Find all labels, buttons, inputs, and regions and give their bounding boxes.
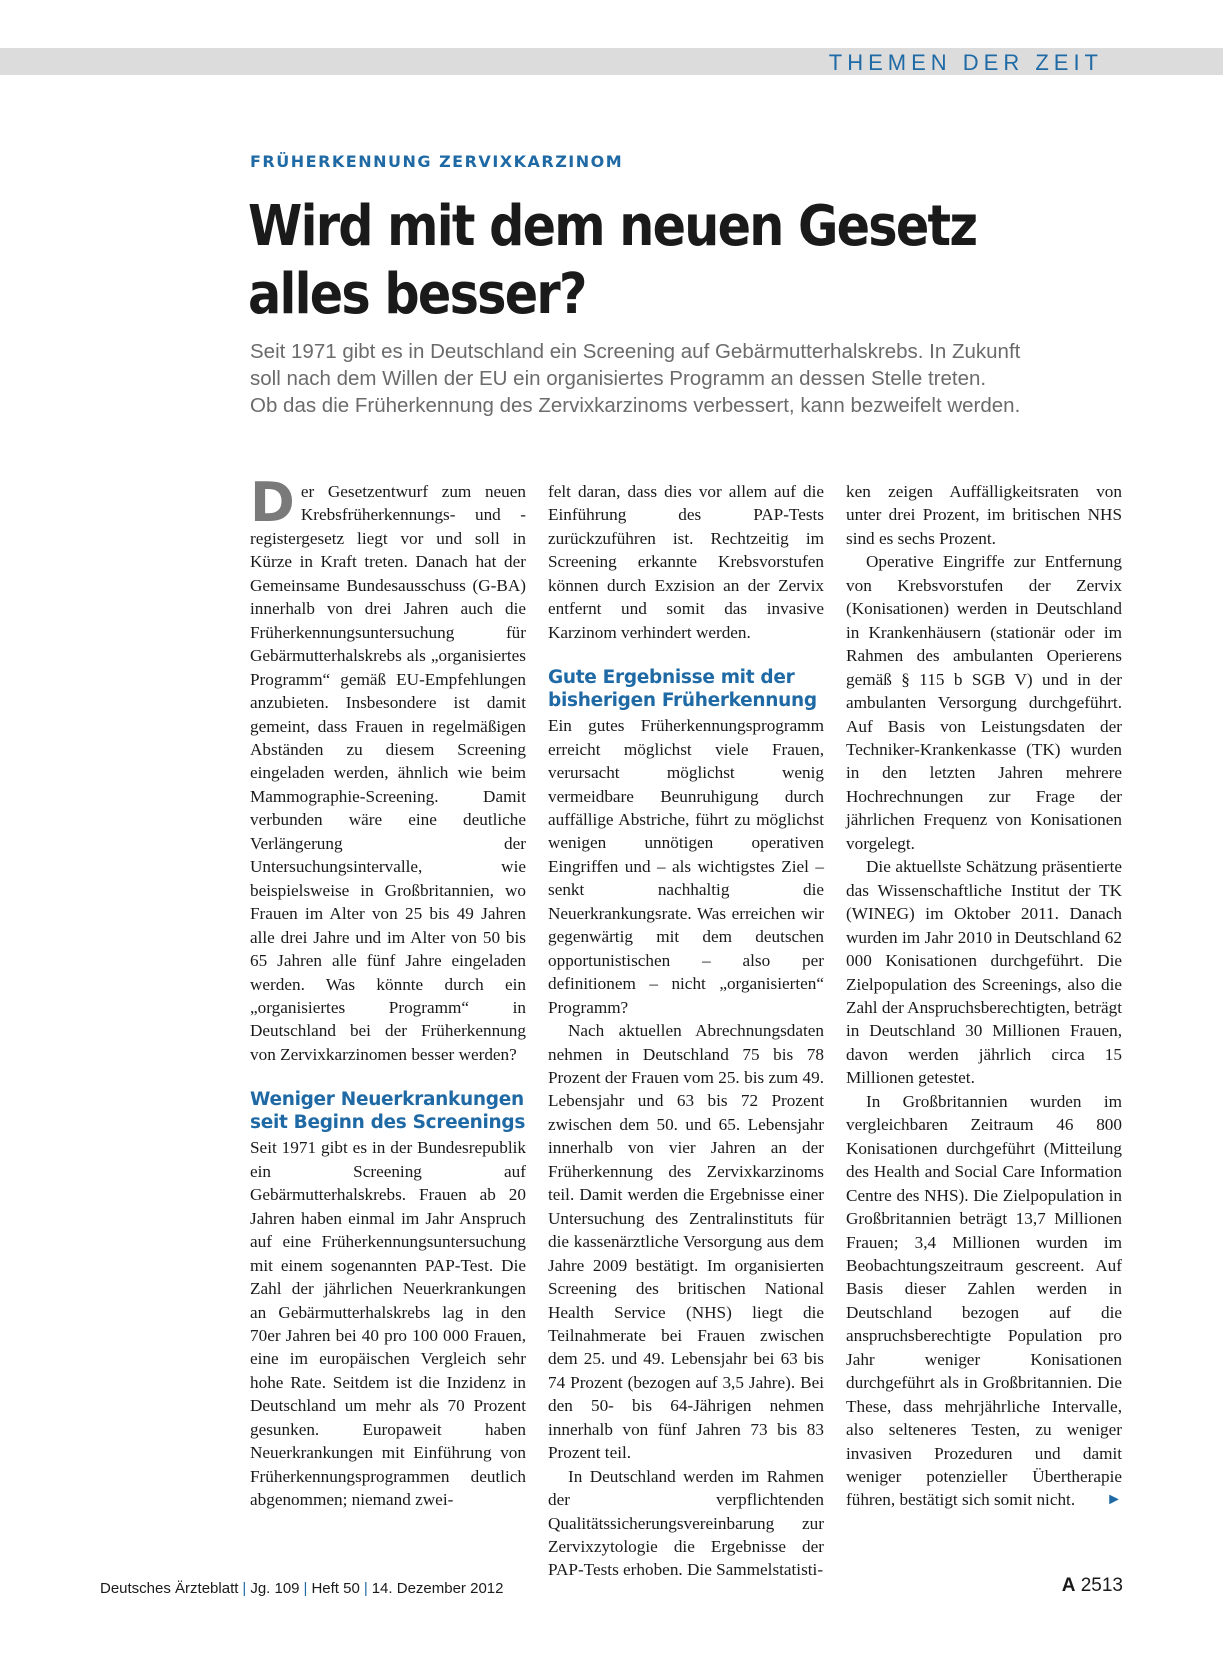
paragraph: Nach aktuellen Abrechnungsdaten nehmen in Deutschland 75 bis 78 Prozent der Frauen vom 25. bis zum 49. Lebensjahr und 63 bis 72 Prozent zwischen dem 50. und 65. Lebensjahr innerhalb von vier Jahren an der Früherkennung des Zervixkarzinoms teil. Damit werden die Ergebnisse einer Untersuchung des Zentralinstituts für die kassenärztliche Versorgung aus dem Jahre 2009 bestätigt. Im organisierten Screening des britischen National Health Service (NHS) liegt die Teilnahmerate bei Frauen zwischen dem 25. und 49. Lebensjahr bei 63 bis 74 Prozent (bezogen auf 3,5 Jahre). Bei den 50- bis 64-Jährigen nehmen innerhalb von fünf Jahren 73 bis 83 Prozent teil. [548, 1021, 824, 1463]
title-line-2: alles besser? [248, 262, 586, 327]
paragraph: Operative Eingriffe zur Entfernung von Krebsvorstufen der Zervix (Konisationen) werden in Deutschland in Krankenhäusern (stationär oder im Rahmen des ambulanten Operierens gemäß § 115 b SGB V) und in der ambulanten Versorgung durchgeführt. Auf Basis von Leistungsdaten der Techniker-Krankenkasse (TK) wurden in den letzten Jahren mehrere Hochrechnungen zur Frage der jährlichen Frequenz von Konisationen vorgelegt. [846, 552, 1122, 853]
paragraph [846, 1090, 1122, 1512]
journal-volume: Jg. 109 [250, 1580, 300, 1597]
text-column-2 [548, 480, 824, 1582]
article-lead [250, 338, 1130, 419]
issue-date: 14. Dezember 2012 [371, 1580, 504, 1597]
paragraph-text: In Großbritannien wurden im vergleichbaren Zeitraum 46 800 Konisationen durchgeführt (Mitteilung des Health and Social Care Information Centre des NHS). Die Zielpopulation in Großbritannien beträgt 13,7 Millionen Frauen; 3,4 Millionen wurden im Beobachtungszeitraum gescreent. Auf Basis dieser Zahlen werden in Deutschland bezogen auf die anspruchsberechtigte Population pro Jahr weniger Konisationen durchgeführt als in Großbritannien. Die These, dass mehrjährliche Intervalle, also selteneres Testen, zu weniger invasiven Prozeduren und damit weniger potenzieller Übertherapie führen, bestätigt sich somit nicht. [846, 1091, 1122, 1510]
subheading: Gute Ergebnisse mit der bisherigen Früherkennung [548, 667, 817, 712]
section-label: THEMEN DER ZEIT [828, 50, 1103, 75]
journal-name: Deutsches Ärzteblatt [100, 1580, 239, 1597]
footer-divider: | [303, 1580, 308, 1597]
paragraph: Die aktuellste Schätzung präsentierte das Wissenschaftliche Institut der TK (WINEG) im Oktober 2011. Danach wurden im Jahr 2010 in Deutschland 62 000 Konisationen durchgeführt. Die Zielpopulation des Screenings, also die Zahl der Anspruchsberechtigten, beträgt in Deutschland 30 Millionen Frauen, davon werden jährlich circa 15 Millionen getestet. [846, 857, 1122, 1088]
paragraph: In Deutschland werden im Rahmen der verpflichtenden Qualitätssicherungsvereinbarung zur Zervixzytologie die Ergebnisse der PAP-Tests erhoben. Die Sammelstatisti- [548, 1466, 824, 1580]
article-kicker: FRÜHERKENNUNG ZERVIXKARZINOM [250, 152, 624, 171]
lead-line-2: soll nach dem Willen der EU ein organisiertes Programm an dessen Stelle treten. [250, 367, 987, 390]
title-line-1: Wird mit dem neuen Gesetz [248, 194, 977, 259]
lead-line-3: Ob das die Früherkennung des Zervixkarzinoms verbessert, kann bezweifelt werden. [250, 394, 1021, 417]
paragraph: Seit 1971 gibt es in der Bundesrepublik ein Screening auf Gebärmutterhalskrebs. Frauen ab 20 Jahren haben einmal im Jahr Anspruch auf eine Früherkennungsuntersuchung mit einem sogenannten PAP-Test. Die Zahl der jährlichen Neuerkrankungen an Gebärmutterhalskrebs lag in den 70er Jahren bei 40 pro 100 000 Frauen, eine im europäischen Vergleich sehr hohe Rate. Seitdem ist die Inzidenz in Deutschland um mehr als 70 Prozent gesunken. Europaweit haben Neuerkrankungen mit Einführung von Früherkennungsprogrammen deutlich abgenommen; niemand zwei- [250, 1138, 526, 1510]
article-title [248, 193, 1040, 329]
lead-line-1: Seit 1971 gibt es in Deutschland ein Screening auf Gebärmutterhalskrebs. In Zukunft [250, 340, 1021, 363]
page-number-value: 2513 [1080, 1575, 1123, 1596]
text-column-3 [846, 480, 1122, 1512]
paragraph [250, 471, 526, 1066]
paragraph: Ein gutes Früherkennungsprogramm erreicht möglichst viele Frauen, verursacht möglichst wenig vermeidbare Beunruhigung durch auffällige Abstriche, führt zu möglichst wenigen unnötigen operativen Eingriffen und – als wichtigstes Ziel – senkt nachhaltig die Neuerkrankungsrate. Was erreichen wir gegenwärtig mit dem deutschen opportunistischen – also per definitionem – nicht „organisierten“ Programm? [548, 716, 824, 1017]
text-column-1 [250, 471, 526, 1512]
paragraph-text: er Gesetzentwurf zum neuen Krebsfrüherkennungs- und -registergesetz liegt vor und soll in Kürze in Kraft treten. Danach hat der Gemeinsame Bundesausschuss (G-BA) innerhalb von drei Jahren auch die Früherkennungsuntersuchung für Gebärmutterhalskrebs als „organisiertes Programm“ gemäß EU-Empfehlungen anzubieten. Insbesondere ist damit gemeint, dass Frauen in regelmäßigen Abständen zu diesem Screening eingeladen werden, ähnlich wie beim Mammographie-Screening. Damit verbunden wäre eine deutliche Verlängerung der Untersuchungsintervalle, wie beispielsweise in Großbritannien, wo Frauen im Alter von 25 bis 49 Jahren alle drei Jahre und im Alter von 50 bis 65 Jahren alle fünf Jahre eingeladen werden. Was könnte durch ein „organisiertes Programm“ in Deutschland bei der Früherkennung von Zervixkarzinomen besser werden? [250, 482, 526, 1064]
page-prefix: A [1061, 1575, 1076, 1596]
page-number [1062, 1575, 1123, 1597]
footer-divider: | [242, 1580, 247, 1597]
journal-issue: Heft 50 [311, 1580, 360, 1597]
drop-cap: D [250, 471, 295, 534]
continue-arrow-icon: ► [1106, 1491, 1122, 1509]
page-footer [100, 1580, 503, 1597]
paragraph: felt daran, dass dies vor allem auf die Einführung des PAP-Tests zurückzuführen ist. Rechtzeitig im Screening erkannte Krebsvorstufen können durch Exzision an der Zervix entfernt und somit das invasive Karzinom verhindert werden. [548, 482, 824, 642]
subheading: Weniger Neuerkrankungen seit Beginn des Screenings [250, 1089, 526, 1134]
footer-divider: | [363, 1580, 368, 1597]
paragraph: ken zeigen Auffälligkeitsraten von unter drei Prozent, im britischen NHS sind es sechs Prozent. [846, 482, 1122, 548]
